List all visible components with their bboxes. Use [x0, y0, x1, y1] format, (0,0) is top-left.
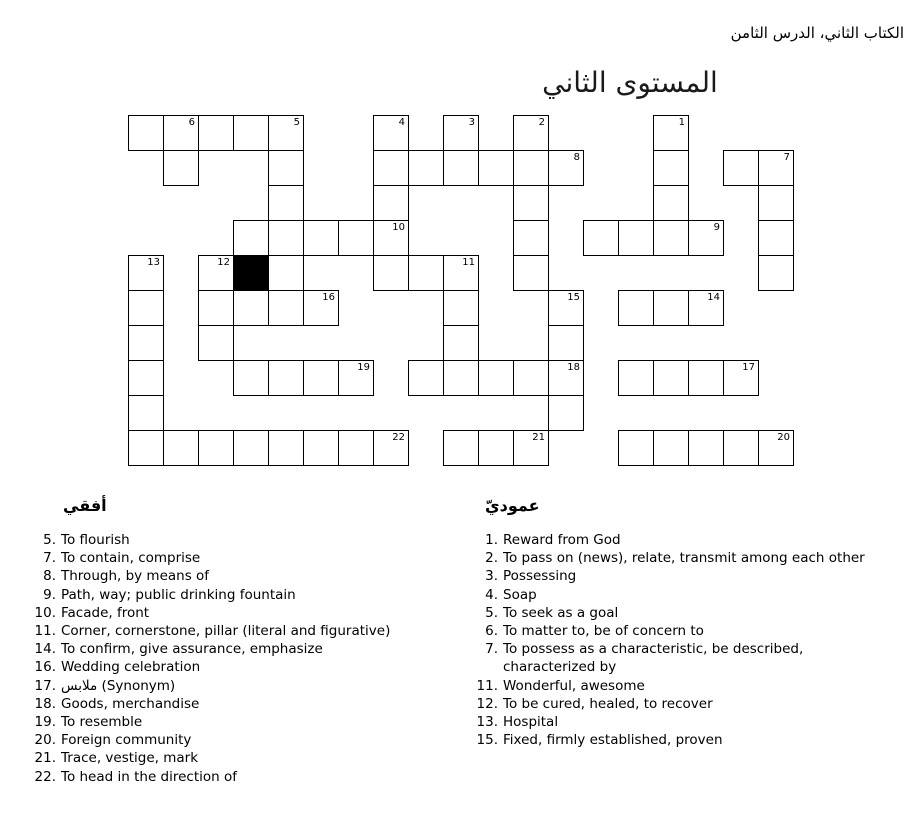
- cell-number: 11: [462, 257, 475, 268]
- clue-number: 6.: [485, 623, 498, 640]
- cell-number: 9: [713, 222, 720, 233]
- cell-number: 22: [392, 432, 405, 443]
- clue-item: [472, 695, 896, 713]
- clue-number: 19.: [34, 714, 56, 731]
- clue-number: 1.: [485, 532, 498, 548]
- clue-item: [30, 768, 450, 786]
- down-clues-list: [472, 531, 896, 749]
- cell-number: 12: [217, 257, 230, 268]
- grid-cell[interactable]: [128, 290, 164, 326]
- grid-cell[interactable]: [128, 430, 164, 466]
- clue-text: ملابس (Synonym): [61, 677, 176, 694]
- grid-cell[interactable]: [653, 290, 689, 326]
- clue-number: 16.: [34, 659, 56, 676]
- grid-cell[interactable]: [723, 360, 759, 396]
- grid-cell[interactable]: [128, 360, 164, 396]
- clue-item: [30, 622, 450, 640]
- clue-number: 13.: [476, 714, 498, 731]
- grid-cell[interactable]: [373, 220, 409, 256]
- grid-cell[interactable]: [443, 290, 479, 326]
- grid-cell[interactable]: [723, 430, 759, 466]
- crossword-grid: [128, 115, 794, 466]
- grid-cell[interactable]: [653, 220, 689, 256]
- cell-number: 6: [188, 117, 195, 128]
- clue-item: [30, 531, 450, 549]
- clue-number: 17.: [34, 677, 56, 694]
- grid-cell[interactable]: [128, 255, 164, 291]
- clue-text: Wonderful, awesome: [503, 677, 645, 694]
- clue-number: 12.: [476, 695, 498, 712]
- grid-cell[interactable]: [653, 430, 689, 466]
- grid-cell[interactable]: [303, 430, 339, 466]
- grid-cell[interactable]: [513, 185, 549, 221]
- grid-cell[interactable]: [163, 150, 199, 186]
- grid-cell[interactable]: [373, 150, 409, 186]
- grid-cell[interactable]: [723, 150, 759, 186]
- grid-cell[interactable]: [268, 150, 304, 186]
- grid-cell[interactable]: [478, 360, 514, 396]
- cell-number: 5: [293, 117, 300, 128]
- grid-cell[interactable]: [443, 150, 479, 186]
- cell-number: 10: [392, 222, 405, 233]
- cell-number: 16: [322, 292, 335, 303]
- grid-cell[interactable]: [443, 430, 479, 466]
- cell-number: 17: [742, 362, 755, 373]
- grid-cell[interactable]: [373, 115, 409, 151]
- grid-cell[interactable]: [758, 430, 794, 466]
- grid-cell[interactable]: [443, 115, 479, 151]
- grid-cell[interactable]: [688, 360, 724, 396]
- clue-item: [472, 586, 896, 604]
- cell-number: 1: [678, 117, 685, 128]
- grid-cell[interactable]: [653, 115, 689, 151]
- clue-item: [30, 549, 450, 567]
- clue-text: To flourish: [61, 532, 130, 548]
- grid-cell[interactable]: [653, 185, 689, 221]
- grid-cell[interactable]: [268, 255, 304, 291]
- clue-item: [472, 567, 896, 585]
- grid-cell[interactable]: [303, 220, 339, 256]
- grid-cell[interactable]: [128, 395, 164, 431]
- clue-number: 21.: [34, 750, 56, 767]
- grid-cell[interactable]: [198, 290, 234, 326]
- clue-item: [30, 749, 450, 767]
- grid-cell[interactable]: [233, 360, 269, 396]
- grid-cell[interactable]: [128, 325, 164, 361]
- grid-cell[interactable]: [198, 255, 234, 291]
- grid-cell[interactable]: [548, 325, 584, 361]
- clue-number: 20.: [34, 732, 56, 749]
- clue-item: [30, 567, 450, 585]
- clue-number: 14.: [34, 641, 56, 658]
- clue-number: 15.: [476, 732, 498, 749]
- clue-text: Trace, vestige, mark: [61, 750, 199, 767]
- grid-cell[interactable]: [268, 115, 304, 151]
- grid-cell[interactable]: [653, 360, 689, 396]
- clue-text: To seek as a goal: [503, 604, 619, 621]
- grid-cell[interactable]: [548, 150, 584, 186]
- grid-cell[interactable]: [198, 115, 234, 151]
- clue-item: [472, 531, 896, 549]
- clue-item: [472, 677, 896, 695]
- lesson-header: الكتاب الثاني، الدرس الثامن: [730, 24, 904, 42]
- clue-item: [472, 713, 896, 731]
- grid-cell[interactable]: [443, 360, 479, 396]
- cell-number: 20: [777, 432, 790, 443]
- grid-cell[interactable]: [618, 290, 654, 326]
- clue-text: Goods, merchandise: [61, 695, 200, 712]
- grid-cell[interactable]: [513, 115, 549, 151]
- clue-item: [472, 549, 896, 567]
- clue-number: 5.: [43, 532, 56, 548]
- grid-cell[interactable]: [758, 220, 794, 256]
- grid-cell[interactable]: [233, 430, 269, 466]
- clue-number: 18.: [34, 695, 56, 712]
- clue-number: 3.: [485, 568, 498, 585]
- clue-text: Wedding celebration: [61, 659, 201, 676]
- clue-item: [472, 640, 896, 676]
- grid-cell[interactable]: [373, 430, 409, 466]
- cell-number: 2: [538, 117, 545, 128]
- clue-text: To head in the direction of: [61, 768, 238, 785]
- grid-cell[interactable]: [443, 255, 479, 291]
- grid-cell[interactable]: [513, 150, 549, 186]
- grid-cell[interactable]: [408, 360, 444, 396]
- grid-cell[interactable]: [338, 220, 374, 256]
- grid-cell[interactable]: [618, 360, 654, 396]
- grid-cell[interactable]: [338, 360, 374, 396]
- clue-item: [472, 604, 896, 622]
- clue-item: [30, 695, 450, 713]
- clue-text: To confirm, give assurance, emphasize: [61, 641, 323, 658]
- clue-item: [30, 586, 450, 604]
- clue-text: To be cured, healed, to recover: [503, 695, 713, 712]
- grid-cell[interactable]: [268, 185, 304, 221]
- grid-cell[interactable]: [233, 115, 269, 151]
- grid-cell[interactable]: [408, 255, 444, 291]
- grid-cell[interactable]: [163, 115, 199, 151]
- clue-text: Through, by means of: [61, 568, 210, 585]
- cell-number: 14: [707, 292, 720, 303]
- grid-cell[interactable]: [338, 430, 374, 466]
- clue-item: [30, 731, 450, 749]
- grid-cell[interactable]: [233, 290, 269, 326]
- clue-number: 7.: [43, 550, 56, 567]
- grid-cell[interactable]: [163, 430, 199, 466]
- grid-cell[interactable]: [303, 290, 339, 326]
- grid-cell[interactable]: [688, 220, 724, 256]
- cell-number: 21: [532, 432, 545, 443]
- clue-number: 11.: [34, 623, 56, 640]
- grid-cell[interactable]: [548, 290, 584, 326]
- clue-text: To pass on (news), relate, transmit among each other: [503, 550, 865, 567]
- grid-cell[interactable]: [548, 395, 584, 431]
- cell-number: 7: [783, 152, 790, 163]
- grid-cell[interactable]: [513, 220, 549, 256]
- cell-number: 4: [398, 117, 405, 128]
- grid-cell[interactable]: [268, 430, 304, 466]
- clue-item: [30, 658, 450, 676]
- clue-text: To contain, comprise: [61, 550, 201, 567]
- clue-text: To matter to, be of concern to: [503, 623, 704, 640]
- across-clues-list: [30, 531, 450, 786]
- clue-number: 22.: [34, 768, 56, 785]
- grid-cell[interactable]: [443, 325, 479, 361]
- grid-cell[interactable]: [128, 115, 164, 151]
- grid-cell[interactable]: [268, 290, 304, 326]
- clue-item: [472, 622, 896, 640]
- across-clues-header: أفقي: [63, 496, 107, 515]
- grid-cell[interactable]: [198, 325, 234, 361]
- grid-cell[interactable]: [478, 150, 514, 186]
- grid-cell[interactable]: [513, 360, 549, 396]
- grid-cell[interactable]: [758, 255, 794, 291]
- grid-cell[interactable]: [583, 220, 619, 256]
- grid-cell[interactable]: [688, 430, 724, 466]
- grid-cell[interactable]: [653, 150, 689, 186]
- grid-cell[interactable]: [373, 185, 409, 221]
- grid-cell[interactable]: [758, 185, 794, 221]
- clue-item: [30, 713, 450, 731]
- clue-text: Reward from God: [503, 532, 621, 548]
- cell-number: 8: [573, 152, 580, 163]
- clue-number: 10.: [34, 604, 56, 621]
- clue-text: Facade, front: [61, 604, 150, 621]
- grid-cell[interactable]: [303, 360, 339, 396]
- grid-cell[interactable]: [688, 290, 724, 326]
- grid-cell[interactable]: [618, 220, 654, 256]
- clue-text: To resemble: [61, 714, 143, 731]
- cell-number: 19: [357, 362, 370, 373]
- cell-number: 3: [468, 117, 475, 128]
- clue-text: Hospital: [503, 714, 559, 731]
- clue-text: Foreign community: [61, 732, 192, 749]
- grid-cell[interactable]: [373, 255, 409, 291]
- clue-number: 2.: [485, 550, 498, 567]
- clue-text: Corner, cornerstone, pillar (literal and figurative): [61, 623, 391, 640]
- clue-number: 7.: [485, 641, 498, 658]
- grid-cell[interactable]: [268, 220, 304, 256]
- clue-text: Fixed, firmly established, proven: [503, 732, 723, 749]
- clue-text: Soap: [503, 586, 537, 603]
- grid-cell[interactable]: [268, 360, 304, 396]
- grid-cell[interactable]: [198, 430, 234, 466]
- grid-cell[interactable]: [478, 430, 514, 466]
- grid-cell[interactable]: [513, 430, 549, 466]
- clue-text: Possessing: [503, 568, 577, 585]
- clue-item: [472, 731, 896, 749]
- clue-number: 8.: [43, 568, 56, 585]
- clue-number: 4.: [485, 586, 498, 603]
- clue-text: Path, way; public drinking fountain: [61, 586, 296, 603]
- cell-number: 13: [147, 257, 160, 268]
- grid-cell[interactable]: [233, 220, 269, 256]
- clue-item: [30, 640, 450, 658]
- clue-number: 9.: [43, 586, 56, 603]
- grid-cell[interactable]: [408, 150, 444, 186]
- down-clues-header: عموديّ: [485, 496, 540, 515]
- grid-cell[interactable]: [513, 255, 549, 291]
- grid-cell-black: [233, 255, 269, 291]
- grid-cell[interactable]: [618, 430, 654, 466]
- cell-number: 15: [567, 292, 580, 303]
- clue-number: 11.: [476, 677, 498, 694]
- page-title: المستوى الثاني: [542, 66, 718, 99]
- clue-number: 5.: [485, 604, 498, 621]
- cell-number: 18: [567, 362, 580, 373]
- clue-item: [30, 677, 450, 695]
- grid-cell[interactable]: [548, 360, 584, 396]
- clue-item: [30, 604, 450, 622]
- grid-cell[interactable]: [758, 150, 794, 186]
- clue-text: To possess as a characteristic, be described, characterized by: [503, 641, 804, 676]
